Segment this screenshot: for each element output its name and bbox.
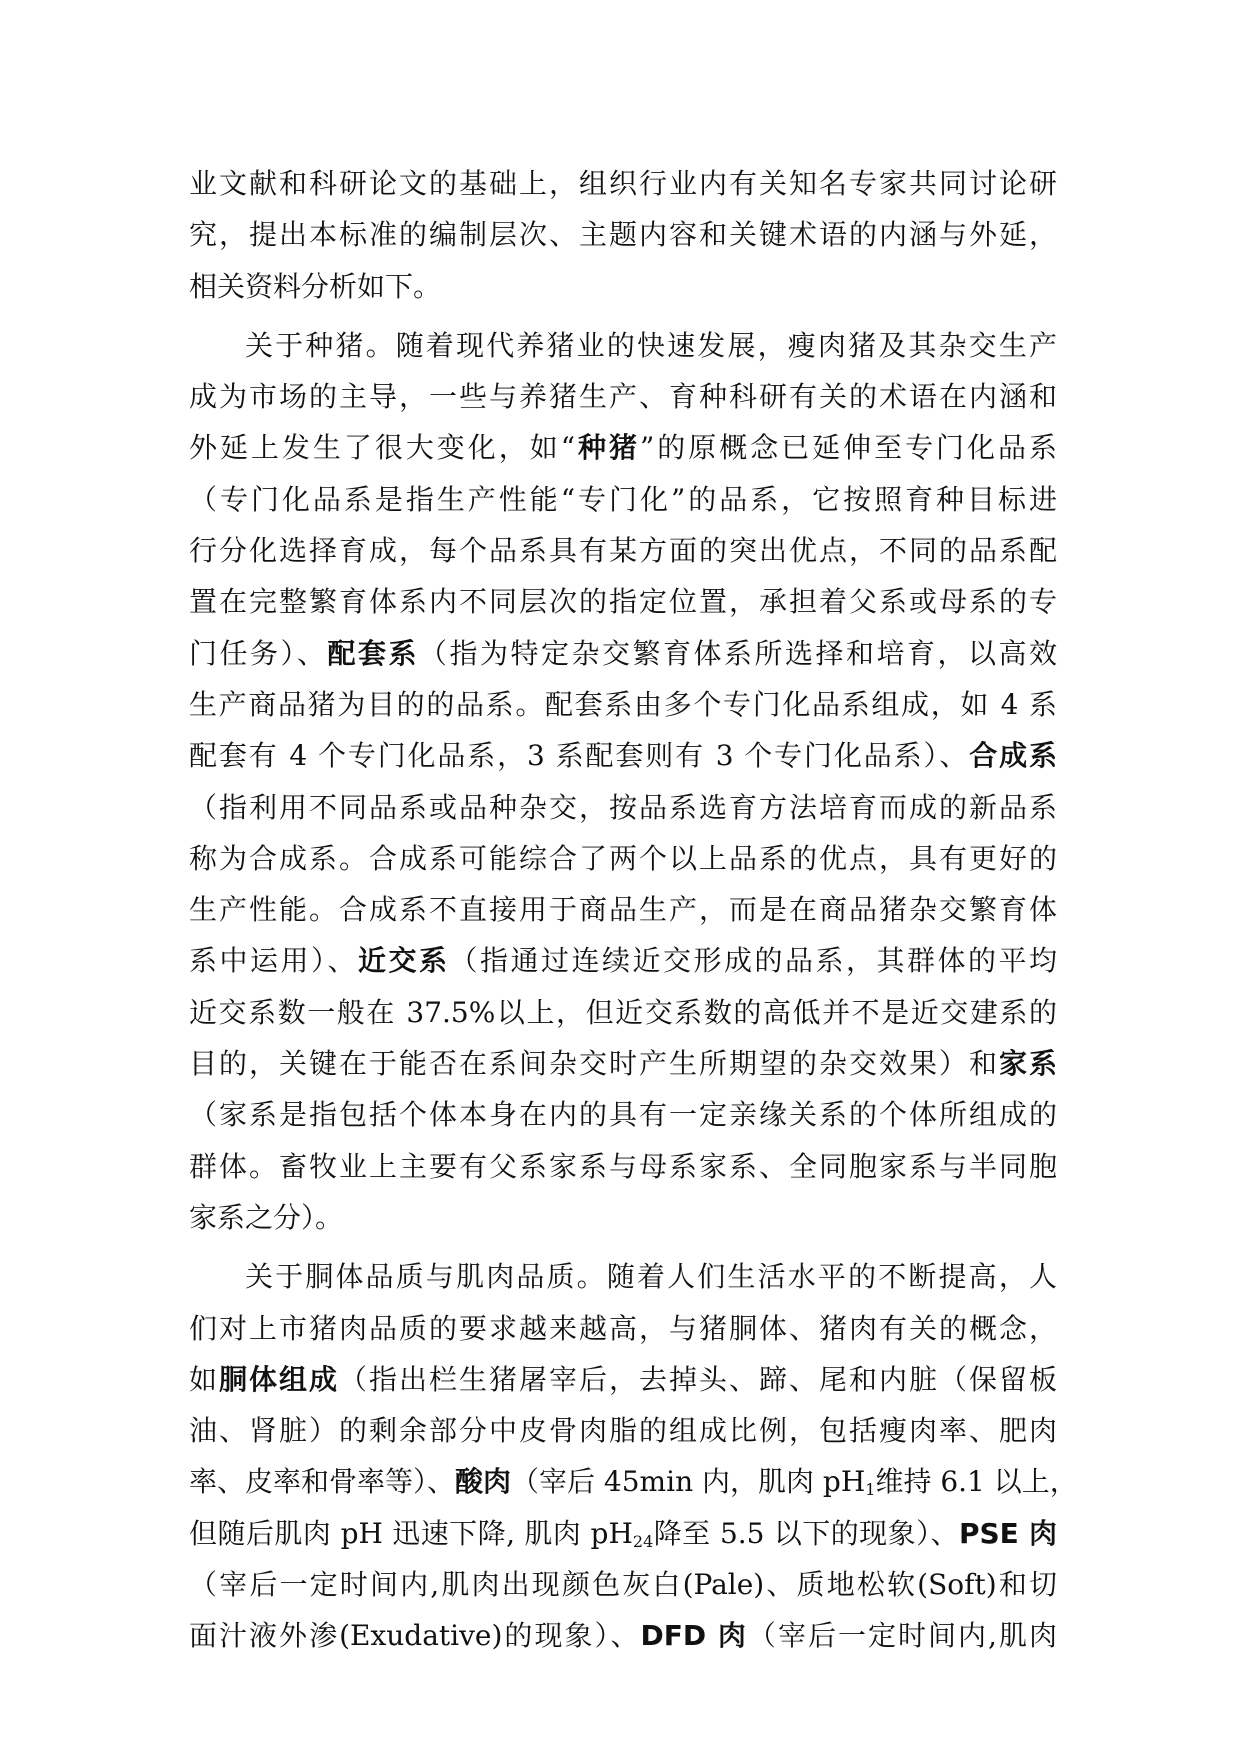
text-line: 但随后肌肉 pH 迅速下降, 肌肉 $pH_{24}$降至 5.5 以下的现象）、PSE 肉 — [189, 1516, 1057, 1551]
term-matching-line: 配套系 — [327, 636, 419, 670]
text-line: 门任务）、配套系（指为特定杂交繁育体系所选择和培育，以高效 — [189, 636, 1057, 670]
text-line: 近交系数一般在 37.5%以上，但近交系数的高低并不是近交建系的 — [189, 995, 1057, 1029]
text-line: （宰后一定时间内,肌肉出现颜色灰白(Pale)、质地松软(Soft)和切 — [189, 1568, 1057, 1602]
document-page — [189, 158, 1078, 1662]
term-carcass-composition: 胴体组成 — [219, 1362, 339, 1396]
text-line: 配套有 4 个专门化品系，3 系配套则有 3 个专门化品系）、合成系 — [189, 739, 1057, 773]
text-line: （家系是指包括个体本身在内的具有一定亲缘关系的个体所组成的 — [189, 1098, 1057, 1132]
text-line: 相关资料分析如下。 — [189, 269, 442, 303]
text-line: 外延上发生了很大变化，如“种猪”的原概念已延伸至专门化品系 — [189, 431, 1057, 465]
term-acid-meat: 酸肉 — [455, 1465, 512, 1499]
text-line: 率、皮率和骨率等）、酸肉（宰后 45min 内，肌肉 $pH_1$维持 6.1 以上， — [189, 1465, 1078, 1500]
term-dfd-meat: DFD 肉 — [640, 1619, 748, 1653]
text-line: 行分化选择育成，每个品系具有某方面的突出优点，不同的品系配 — [189, 534, 1057, 568]
paragraph-carcass-quality — [189, 1251, 1078, 1661]
term-synthetic-line: 合成系 — [969, 739, 1057, 773]
term-pse-meat: PSE 肉 — [958, 1516, 1057, 1550]
term-breeding-pig: 种猪 — [575, 431, 640, 465]
term-family: 家系 — [998, 1047, 1057, 1081]
text-line: 置在完整繁育体系内不同层次的指定位置，承担着父系或母系的专 — [189, 585, 1057, 619]
text-line: 家系之分）。 — [189, 1200, 344, 1234]
text-line: 油、肾脏）的剩余部分中皮骨肉脂的组成比例，包括瘦肉率、肥肉 — [189, 1414, 1057, 1448]
text-line: 目的，关键在于能否在系间杂交时产生所期望的杂交效果）和家系 — [189, 1047, 1057, 1081]
text-line: （指利用不同品系或品种杂交，按品系选育方法培育而成的新品系 — [189, 790, 1057, 824]
paragraph-intro — [189, 158, 1057, 312]
text-line: 称为合成系。合成系可能综合了两个以上品系的优点，具有更好的 — [189, 841, 1057, 875]
text-line: 业文献和科研论文的基础上，组织行业内有关知名专家共同讨论研 — [189, 167, 1057, 200]
text-line: 系中运用）、近交系（指通过连续近交形成的品系，其群体的平均 — [189, 944, 1057, 978]
text-line: 们对上市猪肉品质的要求越来越高，与猪胴体、猪肉有关的概念， — [189, 1311, 1057, 1345]
text-line: 关于种猪。随着现代养猪业的快速发展，瘦肉猪及其杂交生产 — [245, 328, 1057, 362]
text-line: 成为市场的主导，一些与养猪生产、育种科研有关的术语在内涵和 — [189, 380, 1057, 414]
text-line: 如胴体组成（指出栏生猪屠宰后，去掉头、蹄、尾和内脏（保留板 — [189, 1362, 1057, 1396]
paragraph-breeding-pig — [189, 320, 1057, 1243]
text-line: 面汁液外渗(Exudative)的现象）、DFD 肉（宰后一定时间内,肌肉 — [189, 1619, 1057, 1653]
text-line: （专门化品系是指生产性能“专门化”的品系，它按照育种目标进 — [189, 482, 1057, 516]
text-line: 关于胴体品质与肌肉品质。随着人们生活水平的不断提高，人 — [245, 1260, 1057, 1294]
text-line: 生产性能。合成系不直接用于商品生产，而是在商品猪杂交繁育体 — [189, 893, 1057, 927]
text-line: 究，提出本标准的编制层次、主题内容和关键术语的内涵与外延， — [189, 218, 1057, 252]
text-line: 群体。畜牧业上主要有父系家系与母系家系、全同胞家系与半同胞 — [189, 1149, 1057, 1183]
term-inbred-line: 近交系 — [358, 944, 450, 978]
text-line: 生产商品猪为目的的品系。配套系由多个专门化品系组成，如 4 系 — [189, 687, 1057, 721]
